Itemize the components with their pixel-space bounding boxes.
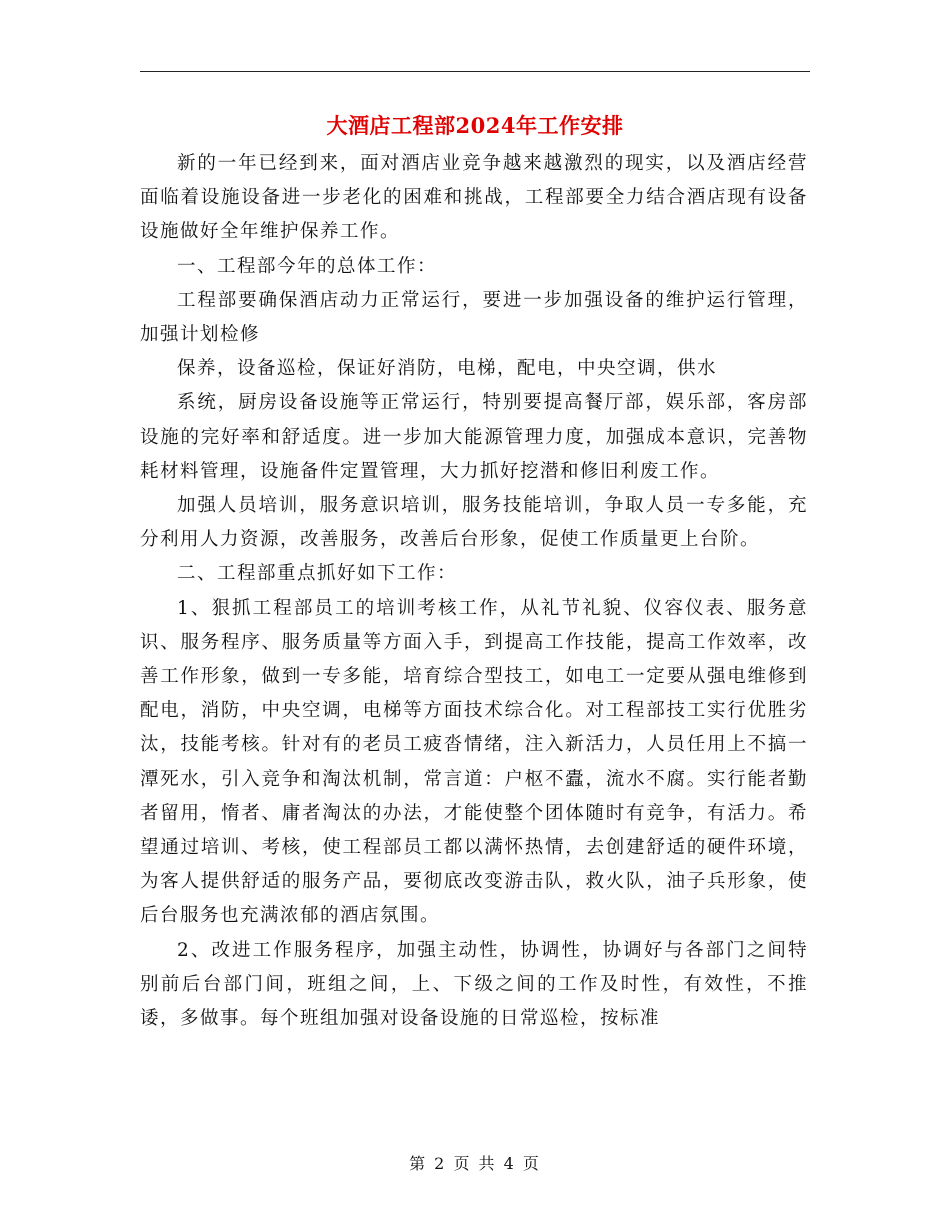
- paragraph-overall-1: 工程部要确保酒店动力正常运行，要进一步加强设备的维护运行管理，加强计划检修: [140, 289, 808, 346]
- paragraph-item-2: 2、改进工作服务程序，加强主动性，协调性，协调好与各部门之间特别前后台部门间，班组之间，上、下级之间的工作及时性，有效性，不推诿，多做事。每个班组加强对设备设施的日常巡检，按标准: [140, 939, 808, 1030]
- page-footer: 第 2 页 共 4 页: [409, 1154, 541, 1173]
- section-heading-1: 一、工程部今年的总体工作：: [177, 255, 438, 277]
- paragraph-item-1: 1、狠抓工程部员工的培训考核工作，从礼节礼貌、仪容仪表、服务意识、服务程序、服务质量等方面入手，到提高工作技能，提高工作效率，改善工作形象，做到一专多能，培育综合型技工，如电工一定要从强电维修到配电，消防，中央空调，电梯等方面技术综合化。对工程部技工实行优胜劣汰，技能考核。针对有的老员工疲沓情绪，注入新活力，人员任用上不搞一潭死水，引入竞争和淘汰机制，常言道：户枢不蠹，流水不腐。实行能者勤者留用，惰者、庸者淘汰的办法，才能使整个团体随时有竞争，有活力。希望通过培训、考核，使工程部员工都以满怀热情，去创建舒适的硬件环境，为客人提供舒适的服务产品，要彻底改变游击队，救火队，油子兵形象，使后台服务也充满浓郁的酒店氛围。: [140, 597, 808, 927]
- document-title: 大酒店工程部2024年工作安排: [326, 113, 624, 138]
- paragraph-intro: 新的一年已经到来，面对酒店业竞争越来越激烈的现实，以及酒店经营面临着设施设备进一步老化的困难和挑战，工程部要全力结合酒店现有设备设施做好全年维护保养工作。: [140, 153, 808, 243]
- header-rule: [140, 71, 810, 72]
- paragraph-training: 加强人员培训，服务意识培训，服务技能培训，争取人员一专多能，充分利用人力资源，改善服务，改善后台形象，促使工作质量更上台阶。: [140, 495, 808, 551]
- section-heading-2: 二、工程部重点抓好如下工作：: [177, 563, 458, 585]
- paragraph-overall-2: 保养，设备巡检，保证好消防，电梯，配电，中央空调，供水: [177, 358, 718, 380]
- document-body: [140, 147, 808, 1036]
- paragraph-overall-3: 系统，厨房设备设施等正常运行，特别要提高餐厅部，娱乐部，客房部设施的完好率和舒适度。进一步加大能源管理力度，加强成本意识，完善物耗材料管理，设施备件定置管理，大力抓好挖潜和修旧利废工作。: [140, 392, 808, 482]
